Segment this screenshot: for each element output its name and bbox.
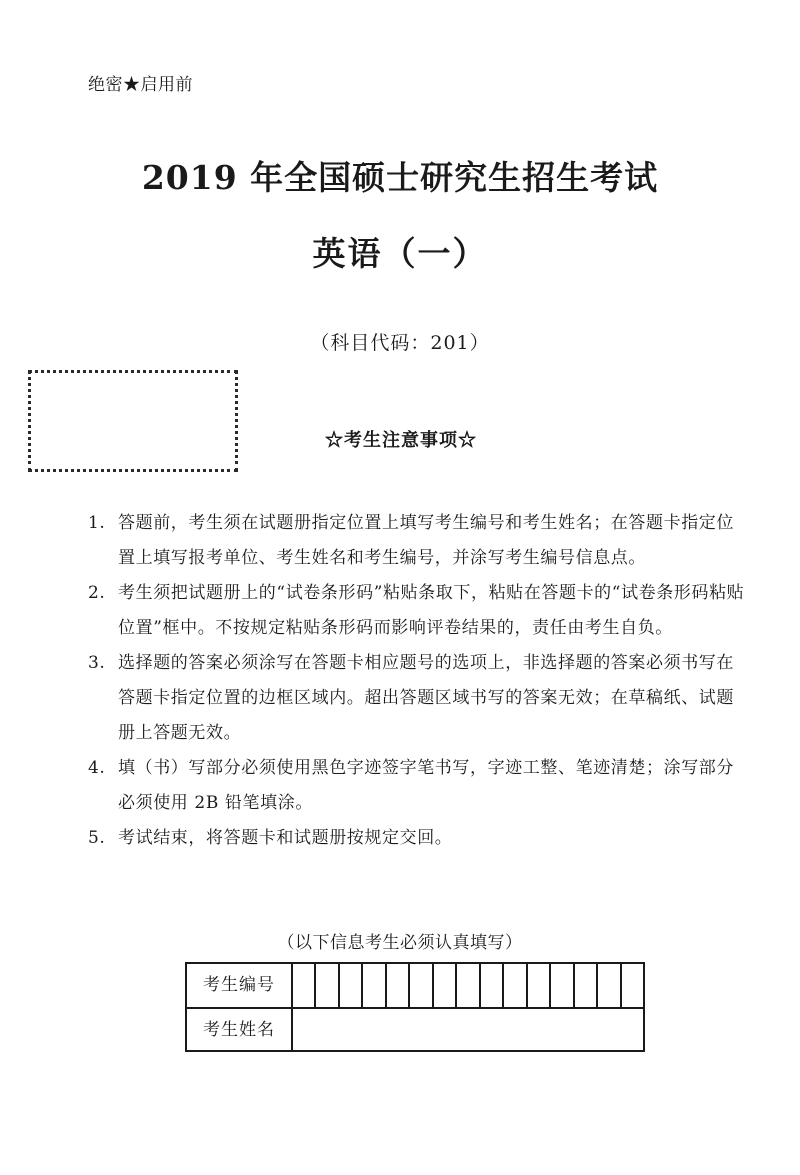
candidate-id-digit-cell[interactable] <box>316 964 339 1007</box>
candidate-id-digit-cell[interactable] <box>481 964 504 1007</box>
notice-item <box>88 751 748 821</box>
notice-item <box>88 576 748 646</box>
notice-item-number: 4. <box>88 758 106 778</box>
candidate-id-digit-cell[interactable] <box>387 964 410 1007</box>
notice-item-text: 答题前，考生须在试题册指定位置上填写考生编号和考生姓名；在答题卡指定位置上填写报考单位、考生姓名和考生编号，并涂写考生编号信息点。 <box>118 513 734 568</box>
notice-item-number: 2. <box>88 583 106 603</box>
notice-item-text: 考试结束，将答题卡和试题册按规定交回。 <box>118 828 453 848</box>
candidate-id-digit-cell[interactable] <box>622 964 643 1007</box>
candidate-id-digit-cell[interactable] <box>457 964 480 1007</box>
notice-item-number: 3. <box>88 653 106 673</box>
candidate-name-row <box>187 1009 643 1052</box>
notice-item-text: 填（书）写部分必须使用黑色字迹签字笔书写，字迹工整、笔迹清楚；涂写部分必须使用 2B 铅笔填涂。 <box>118 758 734 813</box>
notice-item-number: 1. <box>88 513 106 533</box>
notice-heading: ☆考生注意事项☆ <box>325 430 477 451</box>
candidate-id-row <box>187 964 643 1009</box>
candidate-name-field[interactable] <box>293 1009 643 1052</box>
candidate-id-digit-cell[interactable] <box>434 964 457 1007</box>
candidate-id-digit-cell[interactable] <box>293 964 316 1007</box>
notice-item-number: 5. <box>88 828 106 848</box>
barcode-sticker-area <box>28 370 238 472</box>
candidate-id-digit-cell[interactable] <box>504 964 527 1007</box>
candidate-name-label: 考生姓名 <box>187 1009 293 1052</box>
candidate-id-digit-cell[interactable] <box>575 964 598 1007</box>
candidate-id-digit-cell[interactable] <box>528 964 551 1007</box>
notice-item <box>88 821 748 856</box>
exam-title: 2019 年全国硕士研究生招生考试 <box>141 158 659 197</box>
candidate-id-digit-cell[interactable] <box>363 964 386 1007</box>
info-caption: （以下信息考生必须认真填写） <box>277 933 523 953</box>
subject-title: 英语（一） <box>312 234 488 273</box>
notice-item-text: 考生须把试题册上的“试卷条形码”粘贴条取下，粘贴在答题卡的“试卷条形码粘贴位置”框中。不按规定粘贴条形码而影响评卷结果的，责任由考生自负。 <box>118 583 745 638</box>
candidate-id-digit-cell[interactable] <box>340 964 363 1007</box>
notice-item-text: 选择题的答案必须涂写在答题卡相应题号的选项上，非选择题的答案必须书写在答题卡指定位置的边框区域内。超出答题区域书写的答案无效；在草稿纸、试题册上答题无效。 <box>118 653 734 743</box>
notice-item <box>88 646 748 751</box>
candidate-id-label: 考生编号 <box>187 964 293 1007</box>
candidate-id-digit-cell[interactable] <box>410 964 433 1007</box>
candidate-id-digit-cell[interactable] <box>598 964 621 1007</box>
notice-item <box>88 506 748 576</box>
confidentiality-marking: 绝密★启用前 <box>88 75 193 95</box>
notice-list <box>88 506 748 856</box>
candidate-info-table <box>185 962 645 1052</box>
candidate-id-digit-cell[interactable] <box>551 964 574 1007</box>
candidate-id-cells <box>293 964 643 1007</box>
subject-code: （科目代码：201） <box>310 332 490 354</box>
